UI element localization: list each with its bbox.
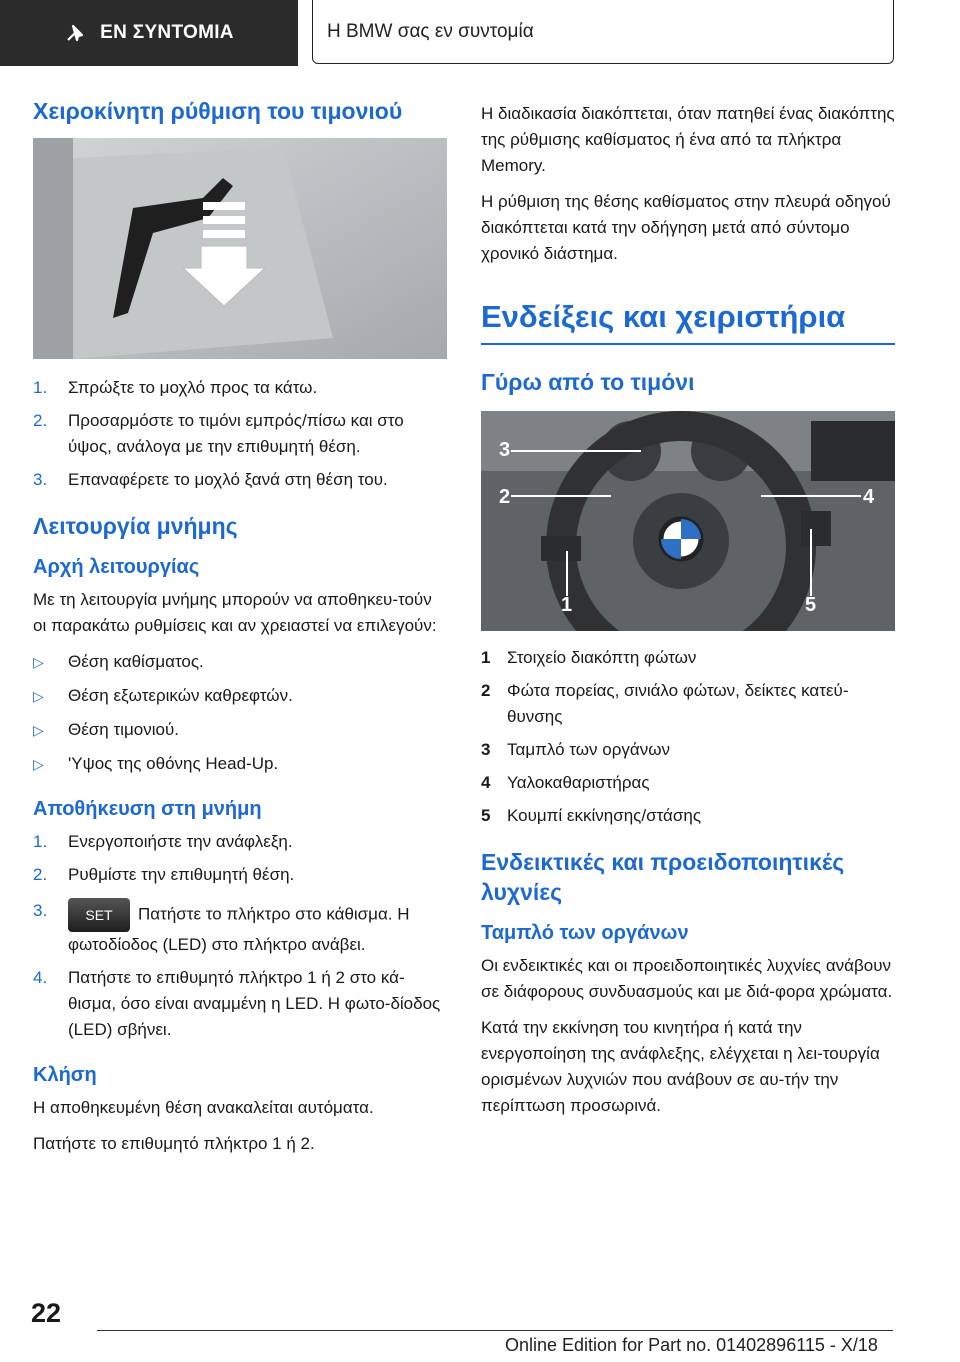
cluster-paragraph-1: Οι ενδεικτικές και οι προειδοποιητικές λυχνίες ανάβουν σε διάφορους συνδυασμούς και με διά‐φορα χρώματα.	[481, 956, 893, 1001]
intro-paragraph-1: Η διαδικασία διακόπτεται, όταν πατηθεί ένας διακόπτης της ρύθμισης καθίσματος ή ένα από τα πλήκτρα Memory.	[481, 104, 895, 175]
steering-adjust-heading: Χειροκίνητη ρύθμιση του τιμονιού	[33, 98, 403, 124]
recall-heading: Κλήση	[33, 1064, 97, 1086]
list-item: 1. Ενεργοποιήστε την ανάφλεξη.	[33, 832, 293, 851]
steering-lever-image	[33, 138, 447, 359]
list-item: ▷ Θέση καθίσματος.	[33, 652, 204, 671]
steering-wheel-illustration	[481, 411, 895, 631]
store-steps	[33, 829, 447, 1043]
store-heading: Αποθήκευση στη μνήμη	[33, 798, 262, 820]
controls-heading: Ενδείξεις και χειριστήρια	[481, 299, 846, 334]
list-item: ▷ 'Υψος της οθόνης Head-Up.	[33, 754, 279, 773]
intro-paragraph-2: Η ρύθμιση της θέσης καθίσματος στην πλευρά οδηγού διακόπτεται κατά την οδήγηση μετά από σύντομο χρονικό διάστημα.	[481, 192, 891, 263]
wheel-heading: Γύρω από το τιμόνι	[481, 369, 695, 395]
callout-1: 1	[561, 594, 573, 616]
callout-4: 4	[863, 486, 875, 508]
right-column	[481, 101, 895, 1129]
cluster-heading: Ταμπλό των οργάνων	[481, 922, 689, 944]
list-item: 1. Σπρώξτε το μοχλό προς τα κάτω.	[33, 378, 318, 397]
lamps-heading: Ενδεικτικές και προειδοποιητικές λυχνίες	[481, 849, 845, 905]
section-tab[interactable]	[0, 0, 298, 66]
memory-heading: Λειτουργία μνήμης	[33, 513, 238, 539]
steering-wheel-image	[481, 411, 895, 631]
recall-text-2: Πατήστε το επιθυμητό πλήκτρο 1 ή 2.	[33, 1134, 315, 1153]
list-item: ▷ Θέση εξωτερικών καθρεφτών.	[33, 686, 293, 705]
callout-2: 2	[499, 486, 511, 508]
cluster-paragraph-2: Κατά την εκκίνηση του κινητήρα ή κατά την ενεργοποίηση της ανάφλεξης, ελέγχεται η λει‐τουργία ορισμένων λυχνιών που ανάβουν σε αυ‐τήν την περίπτωση προσωρινά.	[481, 1018, 880, 1115]
section-label: ΕΝ ΣΥΝΤΟΜΙΑ	[100, 22, 234, 43]
chapter-title-box	[312, 0, 894, 64]
heading-divider	[481, 343, 895, 345]
chapter-title: Η BMW σας εν συντομία	[327, 20, 534, 42]
steering-steps	[33, 375, 447, 493]
left-column	[33, 96, 447, 1167]
principle-text: Με τη λειτουργία μνήμης μπορούν να αποθηκευ‐τούν οι παρακάτω ρυθμίσεις και αν χρειαστεί να επιλεγούν:	[33, 590, 437, 635]
wheel-legend	[481, 645, 895, 829]
list-item: 4. Πατήστε το επιθυμητό πλήκτρο 1 ή 2 στο κά‐θισμα, όσο είναι αναμμένη η LED. Η φωτο‐δίοδος (LED) σβήνει.	[33, 968, 441, 1039]
list-item: 1 Στοιχείο διακόπτη φώτων	[481, 648, 697, 667]
list-item: 2. Ρυθμίστε την επιθυμητή θέση.	[33, 865, 295, 884]
list-item: 2 Φώτα πορείας, σινιάλο φώτων, δείκτες κατεύ‐θυνσης	[481, 681, 849, 726]
principle-heading: Αρχή λειτουργίας	[33, 556, 200, 578]
list-item: 3. SET Πατήστε το πλήκτρο στο κάθισμα. Η φωτοδίοδος (LED) στο πλήκτρο ανάβει.	[33, 898, 447, 958]
list-item: 2. Προσαρμόστε το τιμόνι εμπρός/πίσω και στο ύψος, ανάλογα με την επιθυμητή θέση.	[33, 411, 404, 456]
recall-text-1: Η αποθηκευμένη θέση ανακαλείται αυτόματα.	[33, 1098, 374, 1117]
list-item: 3 Ταμπλό των οργάνων	[481, 740, 670, 759]
list-item: 5 Κουμπί εκκίνησης/στάσης	[481, 806, 702, 825]
principle-list	[33, 649, 447, 777]
quick-reference-icon	[64, 22, 86, 44]
steering-lever-illustration	[33, 138, 447, 359]
page-number: 22	[31, 1298, 62, 1328]
footer-divider	[97, 1330, 893, 1331]
list-item: 3. Επαναφέρετε το μοχλό ξανά στη θέση του.	[33, 470, 388, 489]
callout-3: 3	[499, 439, 511, 461]
callout-5: 5	[805, 594, 817, 616]
list-item: ▷ Θέση τιμονιού.	[33, 720, 179, 739]
set-button-icon: SET	[68, 898, 130, 932]
edition-text: Online Edition for Part no. 01402896115 - X/18	[505, 1335, 878, 1355]
list-item: 4 Υαλοκαθαριστήρας	[481, 773, 650, 792]
